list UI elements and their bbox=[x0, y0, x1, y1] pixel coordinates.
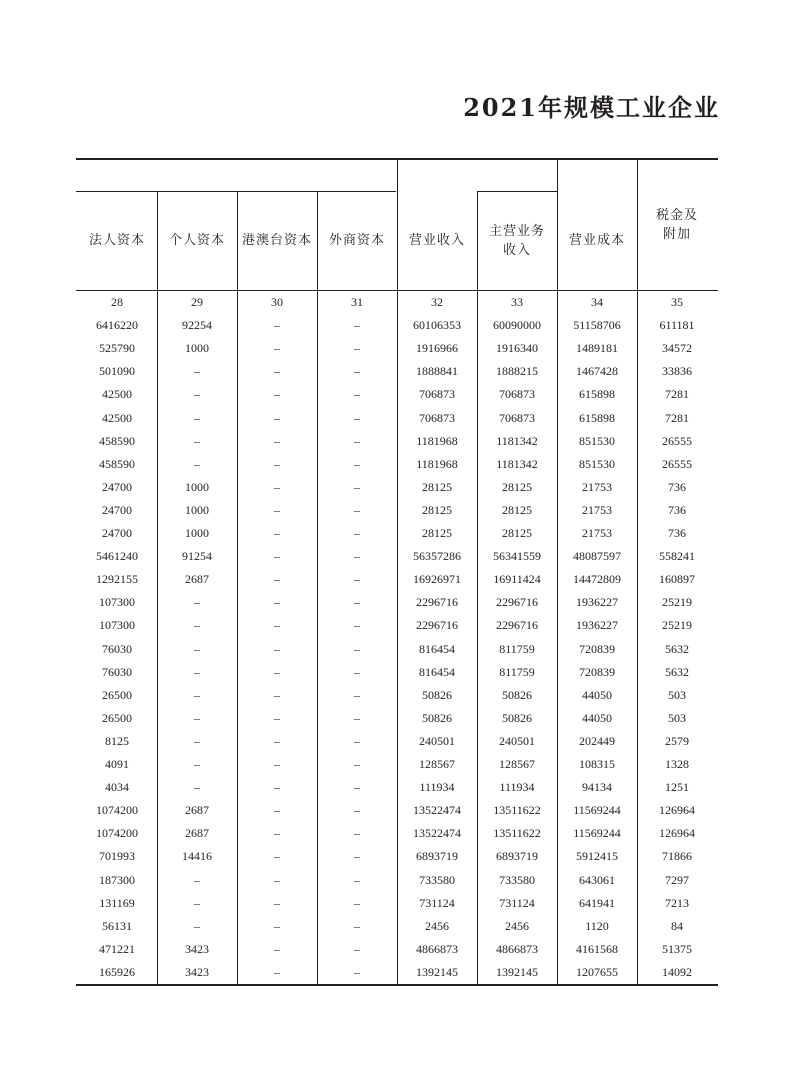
table-cell: 6893719 bbox=[416, 849, 458, 864]
table-cell: 733580 bbox=[419, 872, 455, 887]
table-cell: 811759 bbox=[499, 664, 535, 679]
table-cell: – bbox=[274, 595, 280, 610]
column-number: 30 bbox=[271, 295, 283, 309]
table-cell: – bbox=[354, 526, 360, 540]
table-cell: 1392145 bbox=[416, 964, 458, 979]
table-cell: 13511622 bbox=[493, 803, 541, 818]
table-cell: 60106353 bbox=[413, 318, 461, 333]
table-cell: 706873 bbox=[419, 387, 455, 402]
table-cell: 1000 bbox=[185, 502, 209, 517]
table-cell: 13522474 bbox=[413, 826, 461, 841]
table-cell: 2579 bbox=[665, 733, 689, 748]
table-cell: 736 bbox=[668, 479, 686, 494]
table-cell: 503 bbox=[668, 710, 686, 725]
table-cell: 816454 bbox=[419, 664, 455, 679]
table-cell: – bbox=[274, 733, 280, 748]
table-cell: 2687 bbox=[185, 803, 209, 818]
table-cell: – bbox=[354, 595, 360, 610]
table-cell: 1074200 bbox=[96, 826, 138, 841]
table-cell: – bbox=[194, 641, 200, 656]
table-cell: 503 bbox=[668, 687, 686, 702]
table-cell: 42500 bbox=[102, 410, 132, 425]
table-cell: 2296716 bbox=[416, 595, 458, 610]
table-cell: – bbox=[354, 780, 360, 795]
table-cell: 26500 bbox=[102, 687, 132, 702]
table-cell: 24700 bbox=[102, 502, 132, 517]
table-cell: 94134 bbox=[582, 780, 612, 795]
table-cell: – bbox=[274, 456, 280, 471]
table-cell: – bbox=[354, 895, 360, 910]
table-cell: – bbox=[354, 549, 360, 564]
table-cell: 4091 bbox=[105, 757, 129, 771]
table-cell: – bbox=[274, 572, 280, 587]
table-cell: 1181968 bbox=[416, 456, 458, 471]
table-cell: 7281 bbox=[665, 387, 689, 402]
table-cell: 44050 bbox=[582, 710, 612, 725]
table-cell: 2296716 bbox=[496, 595, 538, 610]
table-cell: – bbox=[354, 803, 360, 818]
table-cell: 5632 bbox=[665, 664, 689, 679]
table-cell: 816454 bbox=[419, 641, 455, 656]
table-cell: – bbox=[194, 364, 200, 379]
table-cell: 2456 bbox=[425, 918, 449, 933]
table-cell: 28125 bbox=[422, 526, 452, 540]
table-cell: 165926 bbox=[99, 964, 135, 979]
table-cell: – bbox=[274, 641, 280, 656]
column-header: 外商资本 bbox=[328, 233, 385, 248]
table-cell: 501090 bbox=[99, 364, 135, 379]
table-cell: – bbox=[354, 641, 360, 656]
table-cell: 1251 bbox=[665, 780, 689, 795]
table-cell: 811759 bbox=[499, 641, 535, 656]
table-cell: 851530 bbox=[579, 456, 615, 471]
table-cell: 1916340 bbox=[496, 341, 538, 356]
table-cell: – bbox=[354, 433, 360, 448]
table-cell: – bbox=[274, 318, 280, 333]
table-cell: 1328 bbox=[665, 757, 689, 771]
table-cell: 2296716 bbox=[496, 618, 538, 633]
table-cell: – bbox=[194, 595, 200, 610]
table-cell: 128567 bbox=[419, 757, 455, 771]
table-cell: 28125 bbox=[502, 526, 532, 540]
table-cell: 1467428 bbox=[576, 364, 618, 379]
table-cell: – bbox=[354, 757, 360, 771]
table-cell: – bbox=[354, 872, 360, 887]
table-cell: 56131 bbox=[102, 918, 132, 933]
table-cell: 25219 bbox=[662, 618, 692, 633]
table-cell: 2687 bbox=[185, 826, 209, 841]
table-cell: 13522474 bbox=[413, 803, 461, 818]
table-cell: 21753 bbox=[582, 479, 612, 494]
column-header: 港澳台资本 bbox=[241, 233, 312, 248]
table-cell: 1936227 bbox=[576, 595, 618, 610]
table-cell: 4034 bbox=[105, 780, 129, 795]
column-number: 31 bbox=[351, 295, 363, 309]
table-cell: 50826 bbox=[422, 710, 452, 725]
table-cell: – bbox=[274, 710, 280, 725]
table-cell: – bbox=[274, 549, 280, 564]
table-cell: 701993 bbox=[99, 849, 135, 864]
table-cell: – bbox=[274, 502, 280, 517]
table-cell: 28125 bbox=[422, 479, 452, 494]
table-cell: 1000 bbox=[185, 479, 209, 494]
table-cell: – bbox=[194, 757, 200, 771]
table-cell: – bbox=[194, 456, 200, 471]
table-cell: – bbox=[274, 410, 280, 425]
table-cell: – bbox=[194, 710, 200, 725]
table-cell: 33836 bbox=[662, 364, 692, 379]
table-cell: 2456 bbox=[505, 918, 529, 933]
table-cell: 160897 bbox=[659, 572, 695, 587]
table-cell: 1181342 bbox=[496, 433, 538, 448]
table-cell: 126964 bbox=[659, 826, 695, 841]
table-cell: 7281 bbox=[665, 410, 689, 425]
table-cell: 3423 bbox=[185, 941, 209, 956]
table-cell: – bbox=[274, 872, 280, 887]
table-cell: 202449 bbox=[579, 733, 615, 748]
table-cell: – bbox=[354, 687, 360, 702]
table-cell: 8125 bbox=[105, 733, 129, 748]
table-cell: – bbox=[354, 364, 360, 379]
table-cell: – bbox=[274, 803, 280, 818]
table-cell: – bbox=[354, 941, 360, 956]
table-cell: – bbox=[354, 387, 360, 402]
table-cell: 34572 bbox=[662, 341, 692, 356]
table-cell: 6893719 bbox=[496, 849, 538, 864]
table-cell: 3423 bbox=[185, 964, 209, 979]
table-cell: 458590 bbox=[99, 433, 135, 448]
column-number: 28 bbox=[111, 295, 123, 309]
table-cell: – bbox=[194, 410, 200, 425]
table-cell: 107300 bbox=[99, 618, 135, 633]
table-cell: 128567 bbox=[499, 757, 535, 771]
table-cell: 240501 bbox=[499, 733, 535, 748]
table-cell: 7297 bbox=[665, 872, 689, 887]
table-cell: 26555 bbox=[662, 433, 692, 448]
table-cell: – bbox=[274, 687, 280, 702]
table-cell: 1888841 bbox=[416, 364, 458, 379]
table-cell: – bbox=[354, 964, 360, 979]
table-cell: 558241 bbox=[659, 549, 695, 564]
table-cell: – bbox=[194, 733, 200, 748]
table-cell: 11569244 bbox=[573, 826, 621, 841]
table-cell: – bbox=[274, 618, 280, 633]
column-number: 35 bbox=[671, 295, 683, 309]
table-cell: – bbox=[274, 757, 280, 771]
table-cell: – bbox=[274, 664, 280, 679]
table-cell: 111934 bbox=[499, 780, 535, 795]
table-cell: 1916966 bbox=[416, 341, 458, 356]
table-cell: 851530 bbox=[579, 433, 615, 448]
table-cell: 733580 bbox=[499, 872, 535, 887]
table-cell: 107300 bbox=[99, 595, 135, 610]
table-cell: – bbox=[354, 826, 360, 841]
table-cell: 1392145 bbox=[496, 964, 538, 979]
table-cell: 126964 bbox=[659, 803, 695, 818]
table-cell: – bbox=[194, 780, 200, 795]
table-cell: – bbox=[274, 387, 280, 402]
table-cell: – bbox=[354, 849, 360, 864]
table-cell: 240501 bbox=[419, 733, 455, 748]
table-cell: – bbox=[354, 710, 360, 725]
table-cell: 28125 bbox=[502, 502, 532, 517]
column-header: 个人资本 bbox=[168, 233, 225, 248]
table-cell: 1120 bbox=[585, 918, 609, 933]
table-cell: – bbox=[194, 918, 200, 933]
table-cell: – bbox=[354, 918, 360, 933]
page-title: 2021年规模工业企业 bbox=[463, 93, 720, 122]
table-cell: 720839 bbox=[579, 664, 615, 679]
column-number: 34 bbox=[591, 295, 603, 309]
table-cell: 1181968 bbox=[416, 433, 458, 448]
table-cell: 641941 bbox=[579, 895, 615, 910]
column-header: 法人资本 bbox=[88, 233, 145, 248]
table-cell: – bbox=[194, 618, 200, 633]
table-cell: 24700 bbox=[102, 479, 132, 494]
table-cell: – bbox=[274, 364, 280, 379]
table-cell: 706873 bbox=[499, 410, 535, 425]
table-cell: 2687 bbox=[185, 572, 209, 587]
table-cell: 25219 bbox=[662, 595, 692, 610]
table-cell: 71866 bbox=[662, 849, 692, 864]
table-cell: – bbox=[354, 618, 360, 633]
table-cell: 76030 bbox=[102, 664, 132, 679]
table-cell: 76030 bbox=[102, 641, 132, 656]
table-cell: 24700 bbox=[102, 526, 132, 540]
table-cell: – bbox=[274, 918, 280, 933]
table-cell: 4866873 bbox=[496, 941, 538, 956]
table-cell: 1489181 bbox=[576, 341, 618, 356]
table-cell: – bbox=[194, 664, 200, 679]
table-cell: 4866873 bbox=[416, 941, 458, 956]
column-number: 33 bbox=[511, 295, 523, 309]
table-cell: – bbox=[274, 780, 280, 795]
table-cell: 615898 bbox=[579, 387, 615, 402]
table-cell: 60090000 bbox=[493, 318, 541, 333]
table-cell: 1000 bbox=[185, 341, 209, 356]
table-cell: 14416 bbox=[182, 849, 212, 864]
column-number: 29 bbox=[191, 295, 203, 309]
column-header: 营业成本 bbox=[568, 233, 625, 248]
table-cell: 51375 bbox=[662, 941, 692, 956]
table-cell: – bbox=[194, 387, 200, 402]
table-cell: 11569244 bbox=[573, 803, 621, 818]
table-cell: 187300 bbox=[99, 872, 135, 887]
table-cell: – bbox=[274, 433, 280, 448]
table-cell: – bbox=[274, 941, 280, 956]
table-cell: 1207655 bbox=[576, 964, 618, 979]
table-cell: – bbox=[274, 526, 280, 540]
table-cell: 21753 bbox=[582, 502, 612, 517]
table-cell: – bbox=[274, 849, 280, 864]
table-cell: 51158706 bbox=[573, 318, 621, 333]
column-header: 主营业务 收入 bbox=[488, 223, 545, 258]
table-cell: 1181342 bbox=[496, 456, 538, 471]
table-cell: 736 bbox=[668, 526, 686, 540]
column-number: 32 bbox=[431, 295, 443, 309]
table-cell: 50826 bbox=[422, 687, 452, 702]
table-cell: – bbox=[274, 895, 280, 910]
table-cell: 28125 bbox=[422, 502, 452, 517]
table-cell: 14472809 bbox=[573, 572, 621, 587]
table-cell: 643061 bbox=[579, 872, 615, 887]
table-cell: 26500 bbox=[102, 710, 132, 725]
table-cell: 5461240 bbox=[96, 549, 138, 564]
table-cell: – bbox=[354, 318, 360, 333]
table-cell: 111934 bbox=[419, 780, 455, 795]
table-cell: – bbox=[194, 687, 200, 702]
table-cell: 14092 bbox=[662, 964, 692, 979]
table-cell: – bbox=[354, 410, 360, 425]
table-cell: 458590 bbox=[99, 456, 135, 471]
table-cell: 615898 bbox=[579, 410, 615, 425]
table-cell: 2296716 bbox=[416, 618, 458, 633]
table-cell: 611181 bbox=[659, 318, 695, 333]
table-cell: 44050 bbox=[582, 687, 612, 702]
table-cell: – bbox=[354, 456, 360, 471]
table-cell: 1936227 bbox=[576, 618, 618, 633]
table-cell: – bbox=[274, 826, 280, 841]
bottom-rule bbox=[76, 984, 718, 986]
table-cell: 108315 bbox=[579, 757, 615, 771]
table-cell: – bbox=[274, 341, 280, 356]
table-cell: – bbox=[354, 733, 360, 748]
table-cell: – bbox=[194, 895, 200, 910]
table-cell: 91254 bbox=[182, 549, 212, 564]
table-cell: 42500 bbox=[102, 387, 132, 402]
table-cell: – bbox=[274, 964, 280, 979]
table-cell: 5632 bbox=[665, 641, 689, 656]
table-cell: 50826 bbox=[502, 710, 532, 725]
table-cell: – bbox=[354, 479, 360, 494]
table-cell: 28125 bbox=[502, 479, 532, 494]
table-cell: 471221 bbox=[99, 941, 135, 956]
table-cell: 84 bbox=[671, 918, 683, 933]
table-cell: 1888215 bbox=[496, 364, 538, 379]
table-cell: – bbox=[274, 479, 280, 494]
table-cell: – bbox=[194, 872, 200, 887]
table-cell: 6416220 bbox=[96, 318, 138, 333]
table-cell: 731124 bbox=[419, 895, 455, 910]
table-cell: 525790 bbox=[99, 341, 135, 356]
table-cell: 1000 bbox=[185, 526, 209, 540]
table-cell: 21753 bbox=[582, 526, 612, 540]
table-cell: 7213 bbox=[665, 895, 689, 910]
table-cell: 16911424 bbox=[493, 572, 541, 587]
table-cell: 5912415 bbox=[576, 849, 618, 864]
table-cell: 92254 bbox=[182, 318, 212, 333]
column-header: 税金及 附加 bbox=[655, 208, 698, 242]
table-cell: – bbox=[354, 572, 360, 587]
table-cell: – bbox=[194, 433, 200, 448]
table-cell: 720839 bbox=[579, 641, 615, 656]
table-cell: 731124 bbox=[499, 895, 535, 910]
table-cell: 131169 bbox=[99, 895, 135, 910]
table-cell: – bbox=[354, 341, 360, 356]
table-cell: 1292155 bbox=[96, 572, 138, 587]
table-cell: 48087597 bbox=[573, 549, 621, 564]
table-cell: 13511622 bbox=[493, 826, 541, 841]
table-cell: 1074200 bbox=[96, 803, 138, 818]
table-cell: 56341559 bbox=[493, 549, 541, 564]
table-cell: 706873 bbox=[499, 387, 535, 402]
table-cell: 16926971 bbox=[413, 572, 461, 587]
table-cell: 736 bbox=[668, 502, 686, 517]
table-cell: – bbox=[354, 664, 360, 679]
table-cell: 706873 bbox=[419, 410, 455, 425]
table-cell: 26555 bbox=[662, 456, 692, 471]
table-cell: – bbox=[354, 502, 360, 517]
table-cell: 4161568 bbox=[576, 941, 618, 956]
column-header: 营业收入 bbox=[408, 233, 465, 248]
table-cell: 56357286 bbox=[413, 549, 461, 564]
table-cell: 50826 bbox=[502, 687, 532, 702]
